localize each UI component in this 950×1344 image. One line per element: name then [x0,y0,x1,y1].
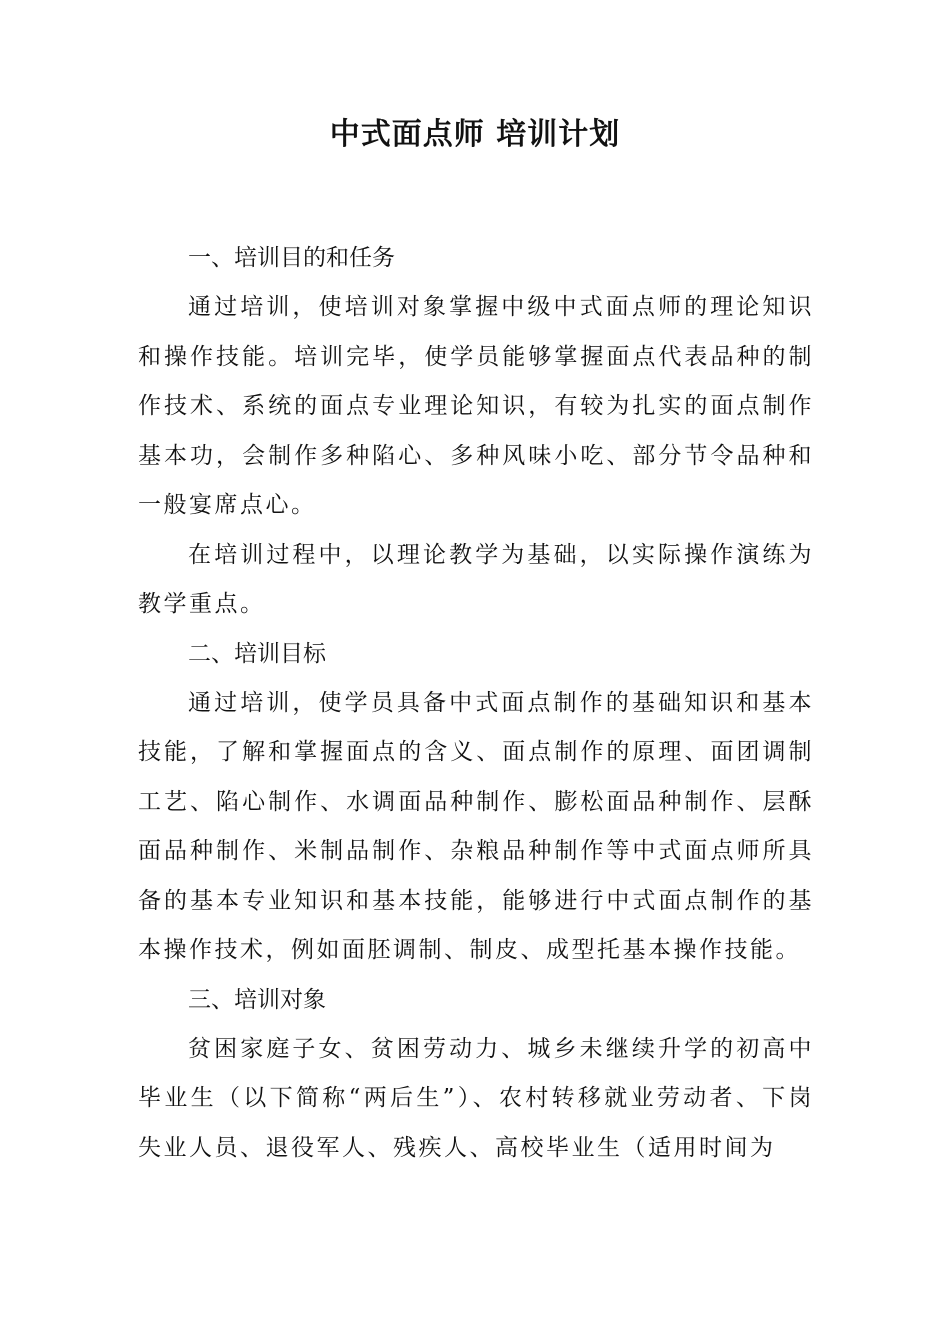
paragraph: 贫困家庭子女、贫困劳动力、城乡未继续升学的初高中毕业生（以下简称“两后生”）、农村转移就业劳动者、下岗失业人员、退役军人、残疾人、高校毕业生（适用时间为 [138,1035,814,1161]
section-heading: 三、培训对象 [188,986,326,1013]
paragraph: 通过培训，使培训对象掌握中级中式面点师的理论知识和操作技能。培训完毕，使学员能够掌握面点代表品种的制作技术、系统的面点专业理论知识，有较为扎实的面点制作基本功，会制作多种陷心、多种风味小吃、部分节令品种和一般宴席点心。 [138,294,814,518]
section-heading: 一、培训目的和任务 [188,245,395,271]
section-audience [138,976,814,1174]
paragraph: 在培训过程中，以理论教学为基础，以实际操作演练为教学重点。 [138,541,814,617]
document-body [138,234,814,1173]
section-goals [138,630,814,976]
document-title: 中式面点师 培训计划 [329,117,621,152]
section-heading: 二、培训目标 [188,640,326,667]
paragraph: 通过培训，使学员具备中式面点制作的基础知识和基本技能，了解和掌握面点的含义、面点制作的原理、面团调制工艺、陷心制作、水调面品种制作、膨松面品种制作、层酥面品种制作、米制品制作、杂粮品种制作等中式面点师所具备的基本专业知识和基本技能，能够进行中式面点制作的基本操作技术，例如面胚调制、制皮、成型托基本操作技能。 [138,689,814,963]
section-purpose [138,234,814,630]
